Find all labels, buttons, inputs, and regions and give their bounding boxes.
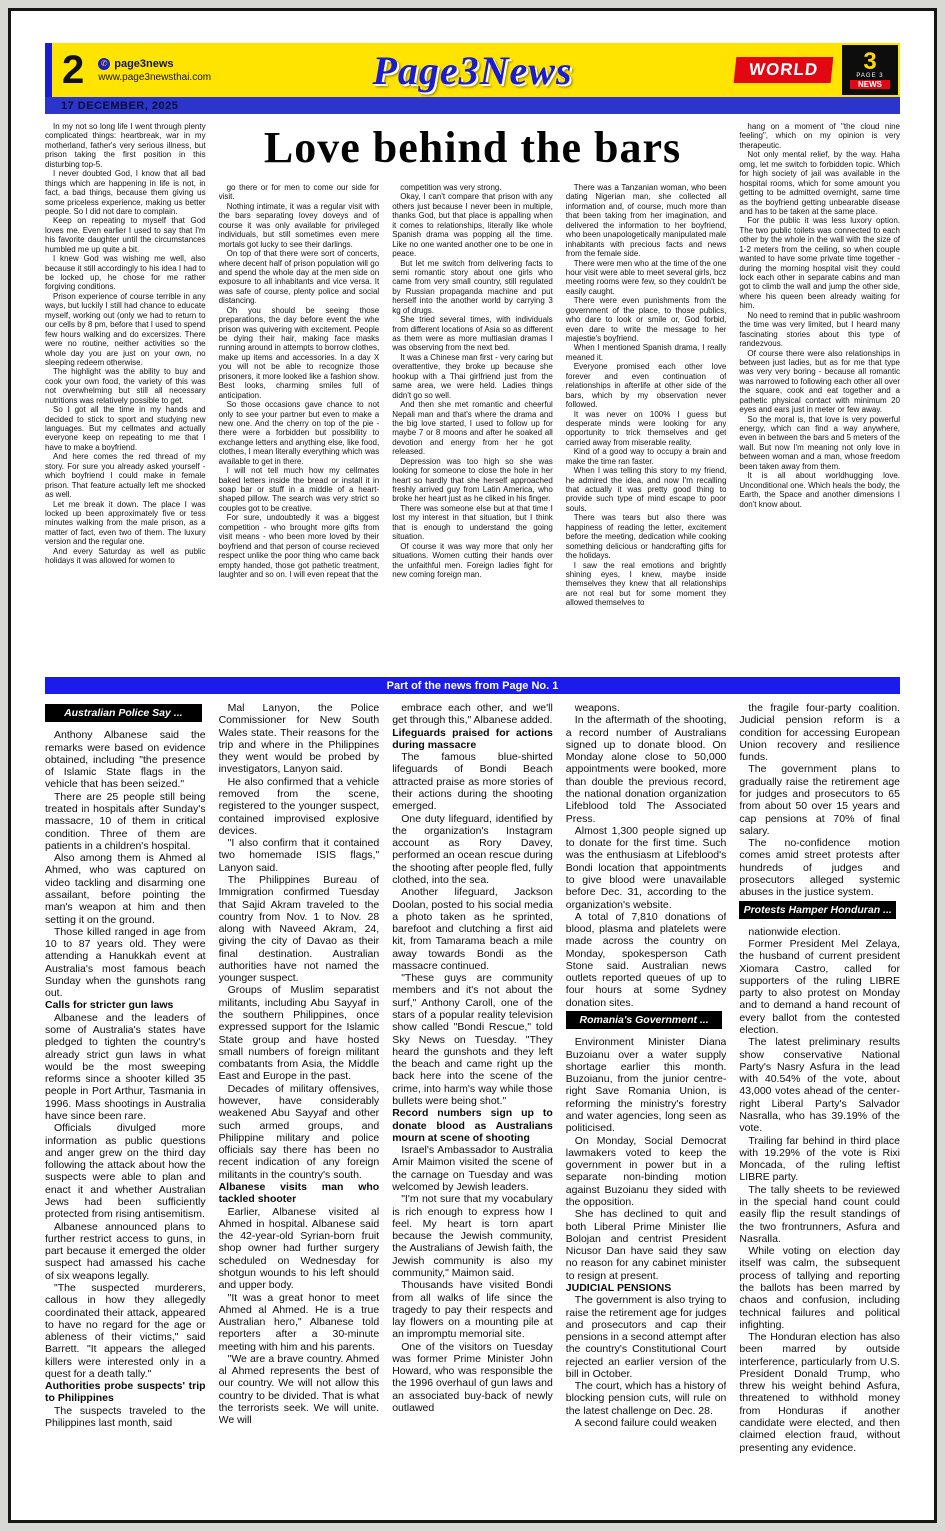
paragraph: The tally sheets to be reviewed in the special hand count could easily flip the result standings of the two frontrunners, Asfura and Nasralla. <box>739 1183 900 1245</box>
logo-page3-text: PAGE 3 <box>856 72 884 79</box>
brand-row <box>98 58 211 70</box>
paragraph: The famous blue-shirted lifeguards of Bondi Beach attracted praise as more stories of their actions during the shooting emerged. <box>392 751 553 813</box>
story-headline-box: Romania's Government ... <box>566 1011 723 1029</box>
paragraph: There were men who at the time of the one hour visit were able to meet several girls, bcz meeting rooms were few, so they couldn't be easily caught. <box>565 258 727 296</box>
phone-icon: ✆ <box>98 58 110 70</box>
paragraph: For sure, undoubtedly it was a biggest competition - who brought more gifts from visit means - who been more loved by their boyfriend and that person of course recieved respect unlike the poor thing who came back empty handed, those got pathetic treatment, laughter and so on. I will even repeat that the <box>218 513 380 579</box>
paragraph: When I was telling this story to my friend, he admired the idea, and now I'm recalling that actually it was pretty good thing to provide such type of mind escape to poor souls. <box>565 466 727 513</box>
paragraph: "The suspected murderers, callous in how they allegedly coordinated their attack, appeared to have no regard for the age or ableness of their victims," said Barrett. "It appears the alleged killers were interested only in a quest for a death tally." <box>45 1281 206 1380</box>
paragraph: It was a Chinese man first - very caring but overattentive, they broke up because she hookup with a Thai girlfriend just from the same area, we were held. Ladies things didn't go so well. <box>392 352 553 400</box>
paragraph: Oh you should be seeing those preparations, the day before event the whe prison was quivering with excitement. People be dying their hair, making face masks running around in attempts to borrow clothes, make up items and accessories. In a day X you will not be able to recognize those prisoners, it more looked like a fashion show. Best looks, charming smiles full of anticipation. <box>218 305 380 400</box>
page-content <box>45 43 900 1506</box>
paragraph: Also among them is Ahmed al Ahmed, who was captured on video tackling and disarming one assailant, before pointing the man's weapon at him and then setting it on the ground. <box>45 852 206 926</box>
news-column-1 <box>45 122 206 670</box>
paragraph: "It was a great honor to meet Ahmed al Ahmed. He is a true Australian hero," Albanese told reporters after a 30-minute meeting with him and his parents. <box>218 1291 380 1353</box>
paragraph: the fragile four-party coalition. Judicial pension reform is a condition for accessing European Union recovery and resilience funds. <box>739 702 900 764</box>
paragraph: In the aftermath of the shooting, a record number of Australians signed up to donate blood. On Monday alone close to 50,000 appointments were booked, more than double the previous record, the national donation organization Lifeblood told The Associated Press. <box>565 714 727 825</box>
paragraph: The highlight was the ability to buy and cook your own food, the variety of this was not overwhelming but still all necessary nutritions was relatively possible to get. <box>45 367 206 405</box>
paragraph: Kind of a good way to occupy a brain and make the time ran faster. <box>565 447 727 466</box>
paragraph: And then she met romantic and cheerful Nepali man and that's where the drama and the big love started, I used to follow up for maybe 7 or 8 moons and after he soaked all devotion and energy from her he got released. <box>392 400 553 457</box>
paragraph: I saw the real emotions and brightly shining eyes, I knew, maybe inside themselves they knew that all relationships are not real but for some moment they allowed themselves to <box>565 560 727 608</box>
paragraph: In my not so long life I went through plenty complicated things: heartbreak, war in my motherland, father's very serious illness, but prison taking the first position in this disturbing top-5. <box>45 122 206 169</box>
paragraph: The latest preliminary results show conservative National Party's Nasry Asfura in the lead with 40.54% of the vote, about 43,000 votes ahead of the center-right Liberal Party's Salvador Nasralla, who has 39.19% of the vote. <box>739 1036 900 1135</box>
story-subhead: Lifeguards praised for actions during massacre <box>392 726 553 751</box>
paragraph: Officials divulged more information as public questions and anger grew on the third day following the attack about how the suspects were able to plan and enact it and whether Australian Jews had been sufficiently protected from rising antisemitism. <box>45 1122 206 1221</box>
paragraph: Almost 1,300 people signed up to donate for the first time. Such was the enthusiasm at Lifeblood's Bondi location that appointments to give blood were unavailable before Dec. 31, according to the organization's website. <box>565 824 727 911</box>
paragraph: Trailing far behind in third place with 19.29% of the vote is Rixi Moncada, of the ruling leftist LIBRE party. <box>739 1134 900 1184</box>
paragraph: Prison experience of course terrible in any ways, but luckily I still had chance to educate myself, working out (only we had to return to our cells by 8 pm, before that I used to spend few hours walking and do excersizes. There were no routine, neither activities so the whole day you are just on your own, no sleeping redeem otherwise. <box>45 291 206 367</box>
paragraph: She tried several times, with individuals from different locations of Asia so as different as them were as more multiasian dramas I was observing from the next bed. <box>392 315 553 353</box>
paragraph: On Monday, Social Democrat lawmakers voted to keep the government in power but in a separate non-binding motion against Buzoianu they sided with the opposition. <box>565 1134 727 1208</box>
masthead-band <box>45 43 900 97</box>
paragraph: So those occasions gave chance to not only to see your partner but even to make a new one. And the cherry on top of the pie - there were a forbidden but possibility to exchange letters and anything else, like food, clothes, I mean literally everything which was available to get in there. <box>218 400 380 466</box>
masthead-title: Page3News <box>372 47 573 93</box>
paragraph: nationwide election. <box>748 925 841 938</box>
paragraph: The government plans to gradually raise the retirement age for judges and prosecutors to 65 from about 50 over 15 years and cap pensions at 70% of final salary. <box>739 763 900 837</box>
brand-name: page3news <box>114 57 174 70</box>
continued-news-bar <box>45 677 900 694</box>
brand-block <box>98 58 211 83</box>
paragraph: competition was very strong. <box>400 183 502 192</box>
news-column-2 <box>219 183 380 670</box>
news-column-3 <box>392 183 553 670</box>
paragraph: So the moral is, that love is very powerful energy, which can find a way anywhere, even in between the bars and 5 meters of the wall. But now I'm meaning not only love in between woman and a man, whose freedom been taken away from them. <box>739 414 900 471</box>
paragraph: There was someone else but at that time I lost my interest in that situation, but I think that is enough to understand the going situation. <box>392 503 553 542</box>
paragraph: He also confirmed that a vehicle removed from the scene, registered to the younger suspect, contained improvised explosive devices. <box>218 775 380 837</box>
paragraph: The court, which has a history of blocking pension cuts, will rule on the latest challenge on Dec. 28. <box>565 1380 727 1417</box>
date-text: 17 DECEMBER, 2025 <box>61 99 179 112</box>
bottom-column-3 <box>392 702 553 1514</box>
paragraph: Of course there were also relationships in between just ladies, but as for me that type was very very boring - because all romantic was narrowed to following each other all over the square, cook and eat together and a pathetic physical contact with minimum 20 eyes and ears just in meter or few away. <box>739 348 900 415</box>
paragraph: Another lifeguard, Jackson Doolan, posted to his social media a photo taken as he sprinted, barefoot and clutching a first aid kit, from Tamarama beach a mile away towards Bondi as the massacre continued. <box>392 886 553 972</box>
paragraph: It was never on 100% I guess but desperate minds were looking for any opportunity to trick themselves and get carried away from miserable reality. <box>565 409 727 447</box>
paragraph: A second failure could weaken <box>574 1417 717 1430</box>
newspaper-page <box>8 8 937 1523</box>
paragraph: Decades of military offensives, however, have considerably weakened Abu Sayyaf and other such armed groups, and Philippine military and police officials say there has been no recent indication of any foreign militants in the country's south. <box>218 1082 380 1181</box>
paragraph: weapons. <box>574 702 620 714</box>
paragraph: No need to remind that in public washroom the time was very limited, but I heard many fascinating stories about this type of randezvous. <box>739 310 900 349</box>
paragraph: Keep on repeating to myself that God loves me. Even earlier I used to say that I'm his favorite daughter until the circumstances humbled me up quite a bit. <box>45 216 206 254</box>
news-column-4 <box>566 183 727 670</box>
story-headline-box: Australian Police Say ... <box>45 704 202 722</box>
bottom-stories <box>45 702 900 1514</box>
story-subhead: JUDICIAL PENSIONS <box>565 1281 672 1294</box>
paragraph: "These guys are community members and it's not about the surf," Anthony Caroll, one of the stars of a popular reality television show called "Bondi Rescue," told Sky News on Tuesday. "They heard the gunshots and they left the beach and came right up the back here into the scene of the crime, into harm's way while those bullets were being shot." <box>392 972 553 1107</box>
news-column-5 <box>739 122 900 670</box>
continued-news-label: Part of the news from Page No. 1 <box>386 679 559 692</box>
paragraph: And every Saturday as well as public holidays it was allowed for women to <box>45 546 206 566</box>
paragraph: There was a Tanzanian woman, who been dating Nigerian man, she collected all information and, of course, much more than that been taking from her imagination, and delivered the information to her boyfriend, who been unapologetically manipulated male inhabitants with precious facts and news from the female side. <box>565 183 727 259</box>
paragraph: She has declined to quit and both Liberal Prime Minister Ilie Bolojan and centrist President Nicusor Dan have said they saw no reason for any cabinet minister to resign at present. <box>565 1208 727 1282</box>
paragraph: Nothing intimate, it was a regular visit with the bars separating lovey doveys and of course it was only available for privileged individuals, but still sometimes even mere mortals got lucky to see their darlings. <box>218 201 380 249</box>
paragraph: "We are a brave country. Ahmed al Ahmed represents the best of our country. We will not allow this country to be divided. That is what the terrorists seek. We will unite. We will <box>218 1352 380 1427</box>
paragraph: There were even punishments from the government of the place, to those publics, who dare to look or smile or, God forbid, even dare to write the message to her majestie's boyfriend. <box>565 296 727 343</box>
paragraph: On top of that there were sort of concerts, where decent half of prison population will go and spend the whole day at the men side on exposure to all inhabitants and vice versa. It was safe of course, plenty police and social distancing. <box>218 249 380 306</box>
lead-story <box>45 122 900 670</box>
paragraph: Albanese announced plans to further restrict access to guns, in part because it emerged the older suspect had amassed his cache of six weapons legally. <box>45 1220 206 1282</box>
paragraph: Anthony Albanese said the remarks were based on evidence obtained, including "the presence of Islamic State flags in the vehicle that has been seized." <box>45 729 206 791</box>
bottom-column-2 <box>219 702 380 1514</box>
paragraph: But let me switch from delivering facts to semi romantic story about one girls who came from very small country, still regulated by Russian propaganda machine and put herself into the another world by carrying 3 kg of drugs. <box>392 258 553 315</box>
paragraph: Former President Mel Zelaya, the husband of current president Xiomara Castro, called for supporters of the ruling LIBRE party to also protest on Monday and to demand a hand recount of every ballot from the contested election. <box>739 938 900 1037</box>
paragraph: Mal Lanyon, the Police Commissioner for New South Wales state. Their reasons for the trip and where in the Philippines they went would be probed by investigators, Lanyon said. <box>218 702 380 776</box>
story-subhead: Calls for stricter gun laws <box>45 999 174 1012</box>
story-subhead: Albanese visits man who tackled shooter <box>218 1180 380 1206</box>
paragraph: Earlier, Albanese visited al Ahmed in hospital. Albanese said the 42-year-old Syrian-born fruit shop owner had further surgery scheduled on Wednesday for shotgun wounds to his left should and upper body. <box>218 1205 380 1292</box>
paragraph: There was tears but also there was happiness of reading the letter, excitement before the meeting, dedication while cooking something delicious or handcrafting gifts for the holidays. <box>565 513 727 561</box>
paragraph: hang on a moment of "the cloud nine feeling", which on my opinion is very therapeutic. <box>739 122 900 150</box>
paragraph: Not only mental relief, by the way. Haha omg, let me switch to forbidden topic. Which for high society of jail was available in the hospital rooms, which for some amount you getting to be admitted overnight, same time as the boyfriend getting unbearable disease and has to be taken at the same place. <box>739 150 900 216</box>
paragraph: Albanese and the leaders of some of Australia's states have pledged to tighten the country's already strict gun laws in what would be the most sweeping reforms since a shooter killed 35 people in Port Arthur, Tasmania in 1996. Mass shootings in Australia have since been rare. <box>45 1011 206 1122</box>
paragraph: "I'm not sure that my vocabulary is rich enough to express how I feel. My heart is torn apart because the Jewish community, the Australians of Jewish faith, the Jewish community is also my community," Maimon said. <box>392 1193 553 1279</box>
paragraph: I knew God was wishing me well, also because it still accordingly to his idea I had to be locked up, he chose for me rather forgiving conditions. <box>45 254 206 292</box>
paragraph: The government is also trying to raise the retirement age for judges and prosecutors and cap their pensions in a second attempt after the country's Constitutional Court rejected an earlier version of the bill in October. <box>565 1294 727 1380</box>
page3-logo <box>842 45 898 95</box>
paragraph: So I got all the time in my hands and decided to stick to sport and studying new languages. But my cellmates and actually everyone keep on repeating to me that I have to make a boyfriend. <box>45 405 206 452</box>
paragraph: The no-confidence motion comes amid street protests after hundreds of judges and prosecutors alleged systemic abuses in the justice system. <box>739 837 900 899</box>
logo-news-text: NEWS <box>850 80 890 89</box>
section-label: WORLD <box>733 57 833 83</box>
paragraph: I never doubted God, I know that all bad things which are happening in life is not, in fact, a bad things, because them giving us some priceless experience, making us better people. So I did not dare to complain. <box>45 169 206 216</box>
paragraph: embrace each other, and we'll get through this," Albanese added. <box>392 702 553 727</box>
paragraph: Environment Minister Diana Buzoianu over a water supply shortage earlier this month. Buzoianu, from the junior centre-right Save Romania Union, is reforming the ministry's forestry and water agencies, long seen as politicised. <box>565 1036 727 1135</box>
paragraph: For the public it was less luxory option. The two public toilets was connected to each other by the whole in the wall with the size of 1-2 meters from the ceiling, so when couple wanted to have some private time together - during the morning hospital visit they could lock each other in separate cabins and man got to climb the wall and jump the other side, where his queen been already waiting for him. <box>739 216 900 311</box>
paragraph: A total of 7,810 donations of blood, plasma and platelets were made across the country on Monday, spokesperson Cath Stone said. Australian news outlets reported queues of up to four hours at some Sydney donation sites. <box>565 910 727 1009</box>
paragraph: One duty lifeguard, identified by the organization's Instagram account as Rory Davey, performed an ocean rescue during the shooting after people fled, fully clothed, into the sea. <box>392 812 553 886</box>
paragraph: Of course it was way more that only her situations. Women cutting their hands over the unfaithful men. Foreign ladies fight for new coming foreign man. <box>392 541 553 579</box>
paragraph: When I mentioned Spanish drama, I really meaned it. <box>565 343 727 362</box>
website-url: www.page3newsthai.com <box>98 71 212 83</box>
bottom-column-5 <box>739 702 900 1514</box>
page-number: 2 <box>62 48 85 92</box>
paragraph: go there or for men to come our side for visit. <box>218 183 380 202</box>
paragraph: Depression was too high so she was looking for someone to close the hole in her heart so hardly that she herself approached freshly arrived guy from Latin America, who broke her heart just as he cliked in his finger. <box>392 456 553 504</box>
paragraph: It is all about worldhugging love. Unconditional one. Which heals the body, the Earth, the Space and another dimensions I don't know about. <box>739 471 900 509</box>
paragraph: Okay, I can't compare that prison with any others just because I never been in multiple, thanks God, but that place is appalling when it comes to relationships, literally like whole Spanish drama was popping all the time. Like no one wanted another one to be one in peace. <box>392 192 553 259</box>
paragraph: Let me break it down. The place I was locked up been approximately five or tess minutes walking from the male prison, as a matter of fact, even two of them. The luxury version and the regular one. <box>45 499 206 547</box>
story-subhead: Authorities probe suspects' trip to Philippines <box>45 1380 206 1405</box>
paragraph: Thousands have visited Bondi from all walks of life since the tragedy to pay their respects and lay flowers on a mounting pile at an impromptu memorial site. <box>392 1279 553 1341</box>
paragraph: The suspects traveled to the Philippines last month, said <box>45 1404 206 1430</box>
paragraph: There are 25 people still being treated in hospitals after Sunday's massacre, 10 of them in critical condition. Three of them are patients in a children's hospital. <box>45 790 206 852</box>
paragraph: Everyone promised each other love forever and even continuation of relationships in afterlife at other side of the bars, which by my observation never followed. <box>565 362 727 410</box>
paragraph: "I also confirm that it contained two homemade ISIS flags," Lanyon said. <box>218 837 380 874</box>
lead-headline: Love behind the bars <box>263 123 682 172</box>
paragraph: The Philippines Bureau of Immigration confirmed Tuesday that Sajid Akram traveled to the country from Nov. 1 to Nov. 28 along with Naveed Akram, 24, giving the city of Davao as their final destination. Australian authorities have not named the younger suspect. <box>218 873 380 985</box>
paragraph: Groups of Muslim separatist militants, including Abu Sayyaf in the southern Philippines, once expressed support for the Islamic State group and have hosted small numbers of foreign militant combatants from Asia, the Middle East and Europe in the past. <box>218 984 380 1083</box>
paragraph: While voting on election day itself was calm, the subsequent process of tallying and reporting the ballots has been marred by chaos and confusion, including technical failures and political infighting. <box>739 1245 900 1331</box>
story-headline-box: Protests Hamper Honduran ... <box>739 901 896 919</box>
paragraph: I will not tell much how my cellmates baked letters inside the bread or install it in soap bar or stuff in a middle of a heart-shaped pillow. The search was very strict so couples got to be creative. <box>218 466 380 513</box>
paragraph: Israel's Ambassador to Australia Amir Maimon visited the scene of the carnage on Tuesday and was welcomed by Jewish leaders. <box>392 1144 553 1193</box>
paragraph: The Honduran election has also been marred by outside interference, particularly from U.S. President Donald Trump, who threw his weight behind Asfura, threatened to withhold money from Honduras if another candidate were elected, and then claimed election fraud, without presenting any evidence. <box>739 1331 900 1454</box>
bottom-column-1 <box>45 702 206 1514</box>
bottom-column-4 <box>566 702 727 1514</box>
logo-numeral: 3 <box>863 48 877 76</box>
story-subhead: Record numbers sign up to donate blood as Australians mourn at scene of shooting <box>392 1107 553 1144</box>
date-bar <box>45 97 900 114</box>
decorative-blue-strip <box>45 43 52 97</box>
paragraph: One of the visitors on Tuesday was former Prime Minister John Howard, who was responsible the the 1996 overhaul of gun laws and an associated buy-back of newly outlawed <box>392 1340 553 1415</box>
paragraph: And here comes the red thread of my story. For sure you already asked yourself - which boyfriend I could make in female prison. That feature actually left me shocked as well. <box>45 452 206 500</box>
paragraph: Those killed ranged in age from 10 to 87 years old. They were attending a Hanukkah event at Australia's most famous beach Sunday when the gunshots rang out. <box>45 925 206 1000</box>
